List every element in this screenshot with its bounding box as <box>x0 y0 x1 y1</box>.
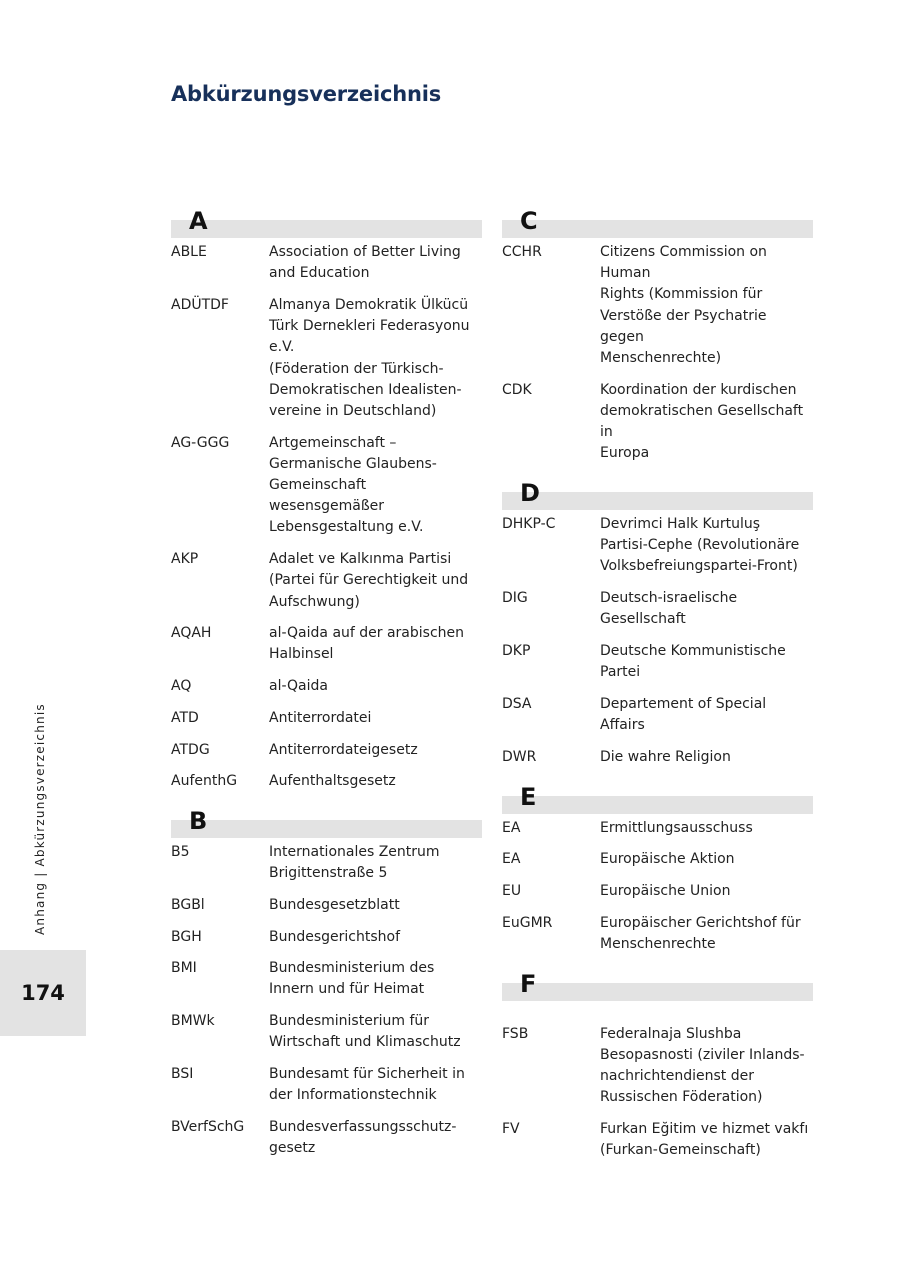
abbreviation-meaning: Die wahre Religion <box>600 748 731 765</box>
section-letter: F <box>520 969 537 998</box>
abbreviation-entry <box>502 747 813 768</box>
abbreviation-meaning: Furkan Eğitim ve hizmet vakfı (Furkan-Gemeinschaft) <box>600 1120 809 1159</box>
abbreviation-meaning: al-Qaida <box>269 678 328 695</box>
abbreviation: AQAH <box>171 625 212 642</box>
letter-band <box>502 983 813 1001</box>
abbreviation: FV <box>502 1120 520 1137</box>
abbreviation: DIG <box>502 590 528 607</box>
abbreviation-meaning: Aufenthaltsgesetz <box>269 773 396 790</box>
page-title: Abkürzungsverzeichnis <box>171 82 442 106</box>
abbreviation: AufenthG <box>171 773 238 790</box>
letter-band <box>171 220 482 238</box>
abbreviation: CDK <box>502 381 532 398</box>
abbreviation-entry <box>171 1117 482 1159</box>
abbreviation-meaning: Ermittlungsausschuss <box>600 819 753 836</box>
abbreviation-entry <box>502 380 813 465</box>
abbreviation-meaning: Federalnaja Slushba Besopasnosti (ziviler Inlands- nachrichtendienst der Russischen Föderation) <box>600 1025 805 1106</box>
abbreviation-entry <box>171 958 482 1000</box>
abbreviation-meaning: Devrimci Halk Kurtuluş Partisi-Cephe (Revolutionäre Volksbefreiungspartei-Front) <box>600 516 800 575</box>
abbreviation-meaning: Almanya Demokratik Ülkücü Türk Dernekleri Federasyonu e.V. (Föderation der Türkisch- Demokratischen Idealisten- vereine in Deutschland) <box>269 296 470 419</box>
side-label: Anhang | Abkürzungsverzeichnis <box>33 703 47 935</box>
abbreviation: BGBl <box>171 896 205 913</box>
letter-heading-d <box>502 479 813 510</box>
abbreviation: DSA <box>502 695 532 712</box>
abbreviation: BSI <box>171 1066 194 1083</box>
abbreviation-meaning: Europäische Aktion <box>600 851 735 868</box>
section-letter: A <box>189 207 208 235</box>
abbreviation-entry <box>502 1119 813 1161</box>
abbreviation-entry <box>171 895 482 916</box>
page-number: 174 <box>21 981 65 1005</box>
abbreviation-meaning: Departement of Special Affairs <box>600 695 767 734</box>
abbreviation-meaning: Deutsch-israelische Gesellschaft <box>600 590 738 628</box>
abbreviation: ATDG <box>171 741 210 758</box>
abbreviation: BMWk <box>171 1013 215 1030</box>
abbreviation: FSB <box>502 1025 529 1042</box>
letter-band <box>502 796 813 814</box>
abbreviation: BMI <box>171 960 197 977</box>
abbreviation: AQ <box>171 678 192 695</box>
right-column <box>502 207 813 1172</box>
abbreviation: EA <box>502 819 521 836</box>
abbreviation-entry <box>171 676 482 697</box>
abbreviation-entry <box>171 708 482 729</box>
letter-heading-b <box>171 807 482 838</box>
abbreviation-entry <box>171 1064 482 1106</box>
abbreviation-entry <box>171 1011 482 1053</box>
abbreviation: EuGMR <box>502 914 553 931</box>
abbreviation-entry <box>171 549 482 613</box>
abbreviation-entry <box>502 913 813 955</box>
abbreviation-entry <box>502 881 813 902</box>
abbreviation-entry <box>171 842 482 884</box>
letter-heading-e <box>502 783 813 814</box>
section-letter: C <box>520 207 538 235</box>
abbreviation-meaning: Koordination der kurdischen demokratischen Gesellschaft in Europa <box>600 381 804 462</box>
abbreviation-meaning: Citizens Commission on Human Rights (Kommission für Verstöße der Psychatrie gegen Menschenrechte) <box>600 244 767 367</box>
abbreviation: AG-GGG <box>171 434 230 451</box>
letter-heading-a <box>171 207 482 238</box>
abbreviation-meaning: Bundesgesetzblatt <box>269 896 400 913</box>
abbreviation-meaning: al-Qaida auf der arabischen Halbinsel <box>269 625 465 663</box>
abbreviation-meaning: Association of Better Living and Education <box>269 244 461 282</box>
abbreviation: B5 <box>171 843 190 860</box>
abbreviation-entry <box>171 242 482 284</box>
page-number-box <box>0 950 86 1036</box>
abbreviation-meaning: Antiterrordateigesetz <box>269 741 418 758</box>
abbreviation: BVerfSchG <box>171 1119 245 1135</box>
abbreviation-entry <box>502 641 813 683</box>
abbreviation-meaning: Bundesministerium des Innern und für Heimat <box>269 960 435 998</box>
abbreviation-entry <box>171 927 482 948</box>
abbreviation: DKP <box>502 643 531 660</box>
abbreviation: BGH <box>171 928 202 945</box>
abbreviation-entry <box>171 740 482 761</box>
abbreviation-entry <box>171 433 482 539</box>
letter-heading-f <box>502 970 813 1001</box>
abbreviation-entry <box>171 623 482 665</box>
abbreviation-meaning: Antiterrordatei <box>269 709 372 726</box>
abbreviation: DWR <box>502 748 537 765</box>
abbreviation: EA <box>502 851 521 868</box>
letter-band <box>171 820 482 838</box>
abbreviation-meaning: Europäischer Gerichtshof für Menschenrechte <box>600 914 801 952</box>
abbreviation-meaning: Bundesamt für Sicherheit in der Informationstechnik <box>269 1066 465 1104</box>
letter-heading-c <box>502 207 813 238</box>
abbreviation: ATD <box>171 709 199 726</box>
abbreviation-meaning: Deutsche Kommunistische Partei <box>600 643 786 681</box>
abbreviation: EU <box>502 882 522 899</box>
abbreviation: CCHR <box>502 244 542 260</box>
abbreviation: DHKP-C <box>502 516 556 533</box>
letter-band <box>502 492 813 510</box>
abbreviation-entry <box>502 694 813 736</box>
abbreviation-entry <box>502 514 813 578</box>
abbreviation-meaning: Artgemeinschaft – Germanische Glaubens- Gemeinschaft wesensgemäßer Lebensgestaltung e.V. <box>269 434 437 536</box>
abbreviation-entry <box>502 818 813 839</box>
abbreviation-meaning: Bundesministerium für Wirtschaft und Klimaschutz <box>269 1013 461 1051</box>
section-letter: B <box>189 806 208 835</box>
abbreviation-entry <box>502 1024 813 1109</box>
abbreviation-entry <box>502 242 813 369</box>
abbreviation-meaning: Internationales Zentrum Brigittenstraße 5 <box>269 843 440 882</box>
abbreviation: ADÜTDF <box>171 296 229 313</box>
letter-band <box>502 220 813 238</box>
abbreviation-entry <box>171 295 482 422</box>
abbreviation-meaning: Adalet ve Kalkınma Partisi (Partei für Gerechtigkeit und Aufschwung) <box>269 551 469 610</box>
section-letter: D <box>520 479 540 508</box>
left-column <box>171 207 482 1170</box>
section-letter: E <box>520 782 537 811</box>
abbreviation-meaning: Bundesgerichtshof <box>269 928 401 945</box>
abbreviation-entry <box>502 849 813 870</box>
abbreviation-entry <box>171 771 482 792</box>
abbreviation-meaning: Bundesverfassungsschutz- gesetz <box>269 1119 457 1157</box>
abbreviation: AKP <box>171 551 199 568</box>
abbreviation: ABLE <box>171 244 207 260</box>
abbreviation-meaning: Europäische Union <box>600 882 731 899</box>
abbreviation-entry <box>502 588 813 630</box>
